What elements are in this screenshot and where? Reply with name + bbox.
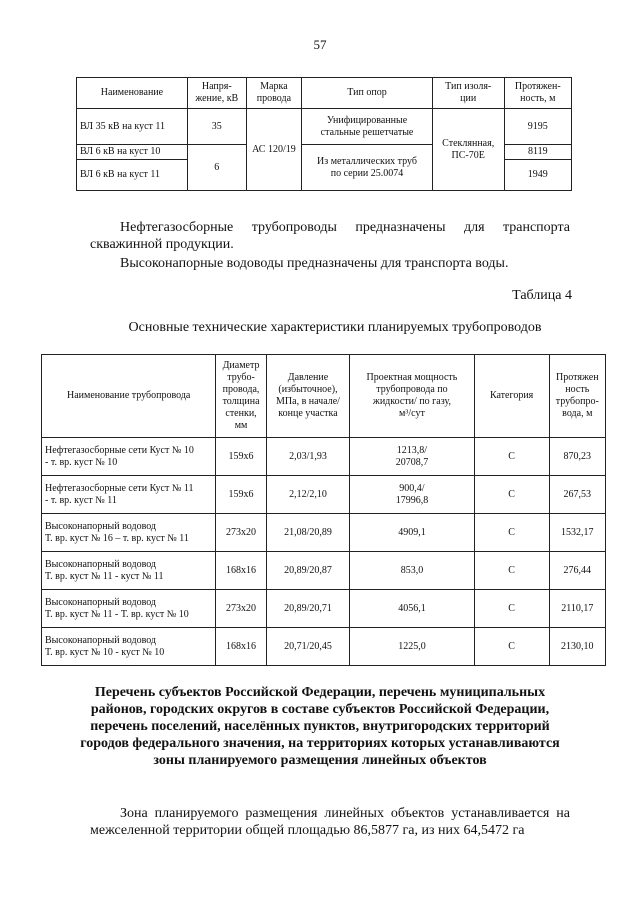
pipeline-category: С	[474, 552, 549, 590]
table-caption: Основные технические характеристики планируемых трубопроводов	[128, 320, 542, 335]
pipeline-diameter: 159x6	[216, 476, 266, 514]
page-number: 57	[313, 37, 327, 52]
pipeline-category: С	[474, 628, 549, 666]
pipeline-name: Высоконапорный водовод Т. вр. куст № 11 - Т. вр. куст № 10	[42, 590, 216, 628]
pipeline-capacity: 900,4/ 17996,8	[350, 476, 474, 514]
pipelines-table	[41, 354, 606, 666]
paragraph-water-pipelines: Высоконапорные водоводы предназначены для транспорта воды.	[120, 256, 509, 271]
pipeline-length: 1532,17	[549, 514, 605, 552]
pipeline-category: С	[474, 476, 549, 514]
power-lines-table	[76, 77, 572, 191]
paragraph-oil-gas-pipelines: Нефтегазосборные трубопроводы предназначены для транспорта скважинной продукции.	[90, 220, 570, 252]
pipeline-category: С	[474, 438, 549, 476]
line-name: ВЛ 6 кВ на куст 10	[77, 145, 188, 160]
line-name: ВЛ 35 кВ на куст 11	[77, 109, 188, 145]
pipeline-pressure: 2,12/2,10	[266, 476, 350, 514]
table-row	[42, 628, 606, 666]
table-label: Таблица 4	[512, 288, 572, 303]
table-row	[42, 590, 606, 628]
table-row	[42, 514, 606, 552]
pipeline-category: С	[474, 590, 549, 628]
pipeline-pressure: 20,89/20,87	[266, 552, 350, 590]
column-header: Давление (избыточное), МПа, в начале/ конце участка	[266, 355, 350, 438]
line-name: ВЛ 6 кВ на куст 11	[77, 160, 188, 191]
pipeline-diameter: 273x20	[216, 590, 266, 628]
support-type: Унифицированные стальные решетчатые	[302, 109, 433, 145]
line-length: 9195	[504, 109, 571, 145]
pipeline-name: Нефтегазосборные сети Куст № 10 - т. вр. куст № 10	[42, 438, 216, 476]
column-header: Тип изоля- ции	[432, 78, 504, 109]
column-header: Марка провода	[246, 78, 301, 109]
line-length: 1949	[504, 160, 571, 191]
insulation-type: Стеклянная, ПС-70Е	[432, 109, 504, 191]
table-row	[77, 109, 572, 145]
pipelines-table-body	[42, 438, 606, 666]
support-type: Из металлических труб по серии 25.0074	[302, 145, 433, 191]
pipeline-category: С	[474, 514, 549, 552]
pipeline-pressure: 2,03/1,93	[266, 438, 350, 476]
pipeline-length: 870,23	[549, 438, 605, 476]
paragraph-placement-zone: Зона планируемого размещения линейных объектов устанавливается на межселенной территории общей площадью 86,5877 га, из них 64,5472 га	[90, 806, 570, 838]
section-title: Перечень субъектов Российской Федерации, перечень муниципальных районов, городских округов в составе субъектов Российской Федерации, перечень поселений, населённых пунктов, внутригородских территорий городов федерального значения, на территориях которых устанавливаются зоны планируемого размещения линейных объектов	[80, 685, 560, 768]
pipeline-name: Высоконапорный водовод Т. вр. куст № 11 - куст № 11	[42, 552, 216, 590]
column-header: Диаметр трубо- провода, толщина стенки, мм	[216, 355, 266, 438]
column-header: Проектная мощность трубопровода по жидкости/ по газу, м³/сут	[350, 355, 474, 438]
table-row	[42, 552, 606, 590]
pipeline-capacity: 1225,0	[350, 628, 474, 666]
column-header: Тип опор	[302, 78, 433, 109]
column-header: Наименование	[77, 78, 188, 109]
line-voltage: 35	[187, 109, 246, 145]
pipeline-name: Высоконапорный водовод Т. вр. куст № 10 - куст № 10	[42, 628, 216, 666]
pipeline-capacity: 4909,1	[350, 514, 474, 552]
line-voltage: 6	[187, 145, 246, 191]
pipeline-capacity: 1213,8/ 20708,7	[350, 438, 474, 476]
wire-brand: АС 120/19	[246, 109, 301, 191]
table-row	[42, 438, 606, 476]
pipeline-name: Нефтегазосборные сети Куст № 11 - т. вр. куст № 11	[42, 476, 216, 514]
table-header-row	[77, 78, 572, 109]
line-length: 8119	[504, 145, 571, 160]
column-header: Протяжен- ность, м	[504, 78, 571, 109]
column-header: Категория	[474, 355, 549, 438]
pipeline-capacity: 853,0	[350, 552, 474, 590]
pipeline-length: 276,44	[549, 552, 605, 590]
column-header: Напря- жение, кВ	[187, 78, 246, 109]
pipeline-diameter: 168x16	[216, 628, 266, 666]
pipeline-length: 2110,17	[549, 590, 605, 628]
pipeline-pressure: 21,08/20,89	[266, 514, 350, 552]
pipeline-diameter: 273x20	[216, 514, 266, 552]
pipeline-capacity: 4056,1	[350, 590, 474, 628]
pipeline-pressure: 20,71/20,45	[266, 628, 350, 666]
pipeline-diameter: 159x6	[216, 438, 266, 476]
table-header-row	[42, 355, 606, 438]
table-row	[42, 476, 606, 514]
column-header: Протяжен ность трубопро- вода, м	[549, 355, 605, 438]
pipeline-pressure: 20,89/20,71	[266, 590, 350, 628]
pipeline-diameter: 168x16	[216, 552, 266, 590]
pipeline-name: Высоконапорный водовод Т. вр. куст № 16 – т. вр. куст № 11	[42, 514, 216, 552]
pipeline-length: 267,53	[549, 476, 605, 514]
pipeline-length: 2130,10	[549, 628, 605, 666]
column-header: Наименование трубопровода	[42, 355, 216, 438]
